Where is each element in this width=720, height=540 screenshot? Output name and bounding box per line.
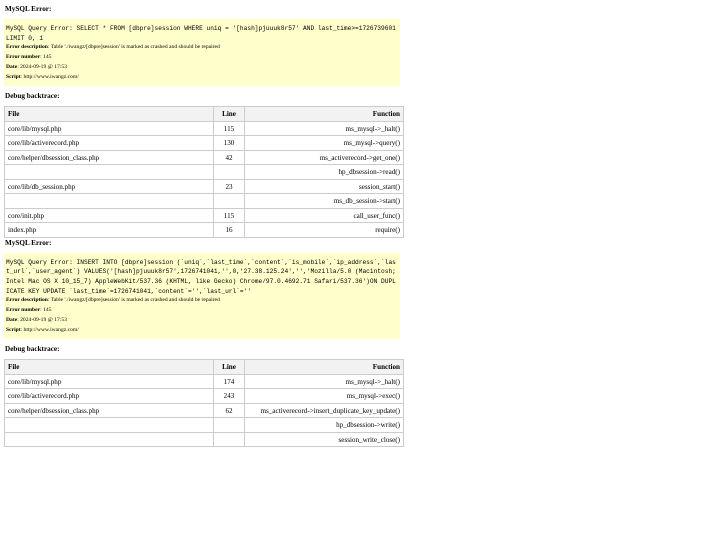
date-label: Date [6, 316, 18, 323]
cell-function: ms_mysql->_halt() [245, 374, 404, 389]
column-header-function: Function [245, 107, 404, 122]
cell-line: 243 [214, 389, 245, 404]
date-line [6, 63, 398, 73]
cell-line: 42 [214, 150, 245, 165]
error-title: MySQL Error: [5, 5, 52, 13]
date-value: : 2024-09-19 @ 17:53 [17, 63, 67, 70]
error-box [4, 19, 400, 86]
cell-line: 16 [214, 223, 245, 238]
error-number-line [6, 306, 398, 316]
error-box [4, 253, 400, 340]
script-label: Script [6, 326, 21, 333]
script-line [6, 73, 398, 83]
error-title: MySQL Error: [5, 238, 52, 247]
table-row [5, 121, 404, 136]
cell-line [214, 194, 245, 209]
error-description-line [6, 43, 398, 53]
table-row [5, 418, 404, 433]
table-row [5, 223, 404, 238]
error-description-line [6, 296, 398, 306]
cell-function: ms_mysql->query() [245, 136, 404, 151]
script-value: : http://www.iwangz.com/ [20, 326, 79, 333]
error-number-label: Error number [6, 53, 41, 60]
cell-line: 23 [214, 179, 245, 194]
column-header-line: Line [214, 360, 245, 375]
table-row [5, 374, 404, 389]
error-description-label: Error description [6, 44, 48, 51]
cell-function: ms_mysql->exec() [245, 389, 404, 404]
cell-function: ms_activerecord->get_one() [245, 150, 404, 165]
table-row [5, 136, 404, 151]
table-row [5, 389, 404, 404]
date-value: : 2024-09-19 @ 17:53 [17, 316, 67, 323]
query-text: MySQL Query Error: SELECT * FROM [dbpre]session WHERE uniq = '[hash]pjuuuk8r57' AND last_time>=1726739601 LIMIT 0, 1 [6, 25, 400, 42]
error-number-label: Error number [6, 307, 41, 314]
cell-line: 130 [214, 136, 245, 151]
error-number-value: : 145 [40, 307, 52, 314]
cell-file: core/init.php [5, 208, 214, 223]
column-header-line: Line [214, 107, 245, 122]
cell-line [214, 165, 245, 180]
error-section-1 [5, 5, 720, 238]
cell-function: ms_activerecord->insert_duplicate_key_update() [245, 403, 404, 418]
error-description-value: : Table './iwangz/[dbpre]session' is marked as crashed and should be repaired [47, 297, 220, 304]
table-row [5, 179, 404, 194]
cell-file: core/helper/dbsession_class.php [5, 150, 214, 165]
cell-line [214, 432, 245, 447]
error-number-value: : 145 [40, 53, 52, 60]
error-description-label: Error description [6, 297, 48, 304]
cell-file: core/lib/mysql.php [5, 121, 214, 136]
script-value: : http://www.iwangz.com/ [20, 73, 79, 80]
column-header-file: File [5, 360, 214, 375]
cell-file [5, 165, 214, 180]
table-row [5, 208, 404, 223]
cell-file: index.php [5, 223, 214, 238]
column-header-function: Function [245, 360, 404, 375]
cell-function: hp_dbsession->write() [245, 418, 404, 433]
cell-file [5, 194, 214, 209]
cell-line [214, 418, 245, 433]
backtrace-title: Debug backtrace: [5, 345, 60, 354]
cell-function: ms_mysql->_halt() [245, 121, 404, 136]
table-row [5, 432, 404, 447]
cell-function: hp_dbsession->read() [245, 165, 404, 180]
cell-file: core/lib/db_session.php [5, 179, 214, 194]
column-header-file: File [5, 107, 214, 122]
error-description-value: : Table './iwangz/[dbpre]session' is marked as crashed and should be repaired [47, 44, 220, 51]
cell-file [5, 418, 214, 433]
table-row [5, 403, 404, 418]
table-row [5, 194, 404, 209]
cell-line: 115 [214, 121, 245, 136]
cell-line: 115 [214, 208, 245, 223]
date-label: Date [6, 63, 18, 70]
table-row [5, 165, 404, 180]
cell-function: session_start() [245, 179, 404, 194]
script-line [6, 326, 398, 336]
cell-line: 174 [214, 374, 245, 389]
cell-function: ms_db_session->start() [245, 194, 404, 209]
backtrace-table [4, 359, 404, 447]
error-number-line [6, 53, 398, 63]
backtrace-title: Debug backtrace: [5, 92, 60, 101]
cell-file: core/lib/mysql.php [5, 374, 214, 389]
table-header-row [5, 107, 404, 122]
query-text: MySQL Query Error: INSERT INTO [dbpre]session (`uniq`,`last_time`,`content`,`is_mobile`,`ip_address`,`last_url`,`user_agent`) VALUES('[hash]pjuuuk8r57',1726741041,'',0,'27.38.125.24','','Mozilla/5.0 (Macintosh; Intel Mac OS X 10_15_7) AppleWebKit/537.36 (KHTML, like Gecko) Chrome/97.0.4692.71 Safari/537.36')ON DUPLICATE KEY UPDATE `last_time`=1726741041,`content`='',`last_url`='' [6, 258, 400, 295]
cell-line: 62 [214, 403, 245, 418]
cell-file [5, 432, 214, 447]
backtrace-table [4, 106, 404, 238]
cell-file: core/helper/dbsession_class.php [5, 403, 214, 418]
cell-file: core/lib/activerecord.php [5, 136, 214, 151]
cell-function: session_write_close() [245, 432, 404, 447]
cell-file: core/lib/activerecord.php [5, 389, 214, 404]
date-line [6, 316, 398, 326]
cell-function: call_user_func() [245, 208, 404, 223]
error-section-2 [5, 239, 720, 448]
cell-function: require() [245, 223, 404, 238]
table-header-row [5, 360, 404, 375]
script-label: Script [6, 73, 21, 80]
table-row [5, 150, 404, 165]
